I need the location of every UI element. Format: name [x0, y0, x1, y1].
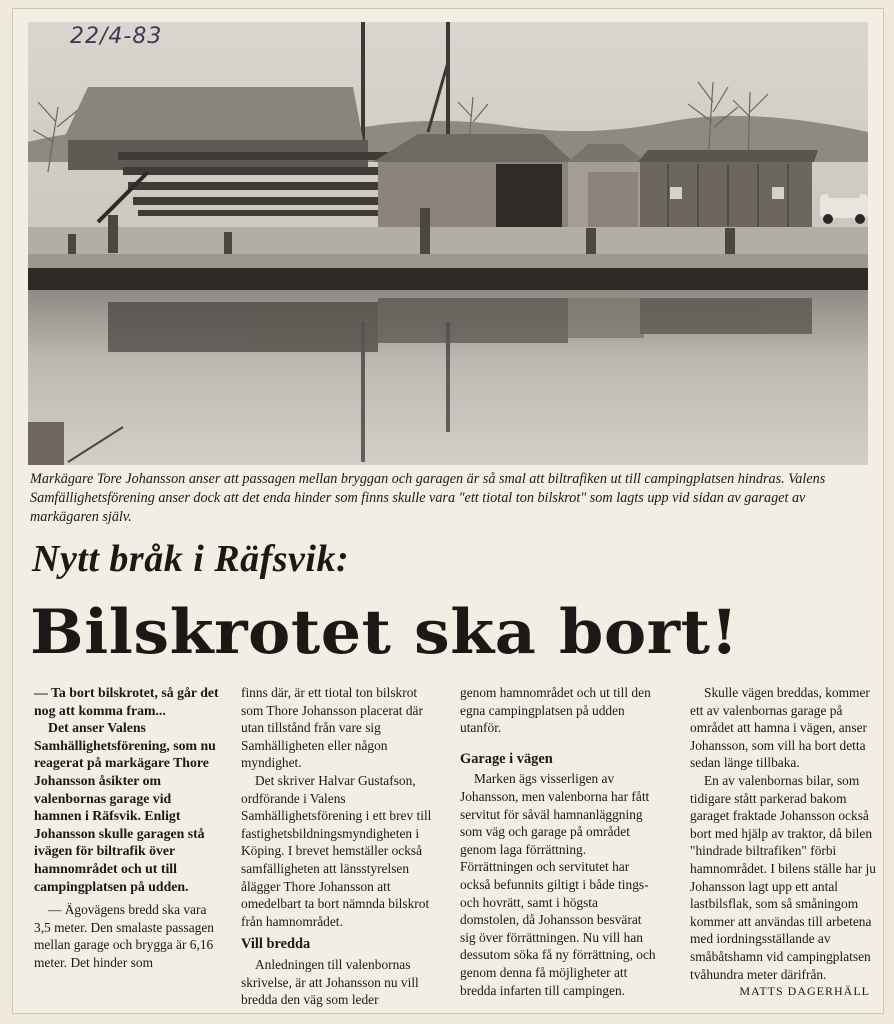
article-column-2 [241, 684, 439, 1009]
main-headline: Bilskrotet ska bort! [30, 597, 739, 668]
body-paragraph: finns där, är ett tiotal ton bilskrot som Thore Johansson placerat där utan tillstånd från vare sig Samhälligheten eller någon myndighet. [241, 685, 423, 771]
photo-caption: Markägare Tore Johansson anser att passagen mellan bryggan och garagen är så smal att biltrafiken ut till campingplatsen hindras. Valens Samfällighetsförening anser dock att det enda hinder som finns skulle vara "ett tiotal ton bilskrot" som lagts upp vid sidan av garaget av markägaren själv. [30, 471, 826, 525]
harbour-photo [28, 22, 868, 465]
lead-paragraph: Det anser Valens Samhällighetsförening, som nu reagerat på markägare Thore Johansson åsikter om valenbornas garage vid hamnen i Räfsvik. Enligt Johansson skulle garagen stå ivägen för biltrafik över hamnområdet och ut till campingplatsen på udden. [34, 720, 216, 894]
article-column-4 [690, 684, 876, 1001]
lead-quote: — Ta bort bilskrotet, så går det nog att komma fram... [34, 685, 219, 718]
kicker-headline: Nytt bråk i Räfsvik: [32, 538, 350, 580]
article-column-1 [34, 684, 222, 972]
body-paragraph: En av valenbornas bilar, som tidigare stått parkerad bakom garaget fraktade Johansson också bort med hjälp av traktor, då bilen "hindrade biltrafiken" förbi hamnområdet. I bilens ställe har ju Johansson lagt upp ett antal lastbilsflak, som så småningom kommer att användas till arbetena med iordningsställande av småbåtshamn vid campingplatsen tvåhundra meter därifrån. [690, 772, 876, 982]
subheading-garage-i-vagen: Garage i vägen [460, 750, 553, 767]
harbour-photo-illustration [28, 22, 868, 465]
body-paragraph: Marken ägs visserligen av Johansson, men valenborna har fått servitut för såväl hamnanläggning som väg och garage på området genom laga förrättning. Förrättningen och servitutet har också befunnits giltigt i både tings- och hovrätt, samt i högsta domstolen, då Johansson besvärat sig över förrättningen. Nu vill han dessutom söka få ny förrättning, och genom denna få möjligheter att bredda infarten till campingen. [460, 771, 656, 998]
body-paragraph: Det skriver Halvar Gustafson, ordförande i Valens Samhällighetsförening i ett brev till fastighetsbildningsmyndigheten i Köping. I brevet hemställer också samfälligheten att länsstyrelsen ålägger Thore Johansson att omedelbart ta bort nämnda bilskrot från hamnområdet. [241, 772, 432, 929]
byline: MATTS DAGERHÄLL [739, 984, 870, 999]
subheading-vill-bredda: Vill bredda [241, 936, 311, 953]
body-paragraph: Anledningen till valenbornas skrivelse, är att Johansson nu vill bredda den väg som leder [241, 956, 419, 1008]
body-paragraph: Skulle vägen breddas, kommer ett av valenbornas garage på området att hamna i vägen, anser Johansson, som vill ha bort detta sedan länge tillbaka. [690, 685, 870, 771]
article-column-3 [460, 684, 660, 999]
handwritten-date: 22/4-83 [70, 24, 163, 49]
body-paragraph: genom hamnområdet och ut till den egna campingplatsen på udden utanför. [460, 685, 651, 736]
body-paragraph: — Ägovägens bredd ska vara 3,5 meter. Den smalaste passagen mellan garage och brygga är 6,16 meter. Det hinder som [34, 902, 214, 970]
